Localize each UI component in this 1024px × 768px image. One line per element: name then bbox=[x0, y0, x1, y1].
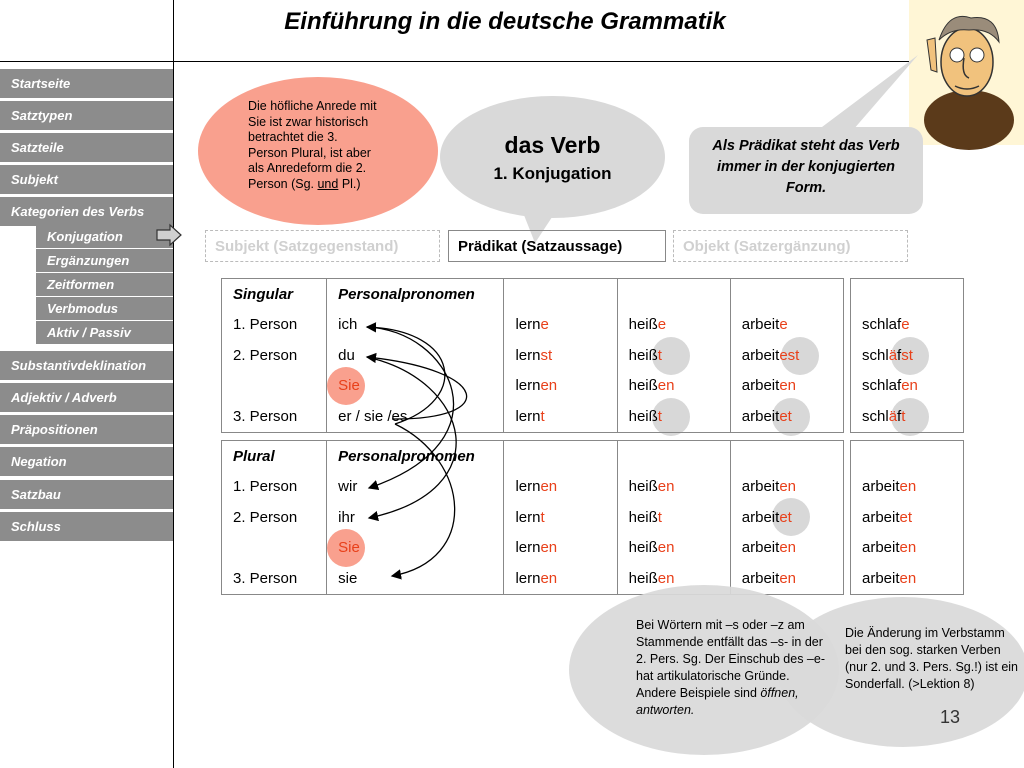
verb-ending: et bbox=[899, 508, 913, 526]
verb-stem: heiß bbox=[628, 377, 658, 395]
verb-stem: heiß bbox=[628, 316, 658, 334]
verb-ending: en bbox=[899, 478, 917, 496]
sidebar-item-substantivdeklination[interactable]: Substantivdeklination bbox=[0, 351, 173, 380]
verb-ending: en bbox=[540, 569, 558, 587]
verb-stem: heiß bbox=[628, 346, 658, 364]
verb-ending: t bbox=[540, 407, 545, 425]
person-cell: 1. Person bbox=[222, 472, 327, 503]
pronoun-cell: du bbox=[327, 340, 504, 371]
verb-stem: arbeit bbox=[741, 316, 780, 334]
verb-ending: en bbox=[657, 377, 675, 395]
verb-ending: est bbox=[779, 346, 800, 364]
verb-ending: en bbox=[540, 539, 558, 557]
verb-ending: e bbox=[657, 316, 667, 334]
column-header: Singular bbox=[222, 279, 327, 310]
verb-stem: lern bbox=[515, 539, 541, 557]
verb-stem: schl bbox=[862, 407, 889, 425]
verb-ending: et bbox=[779, 508, 792, 526]
person-cell: 3. Person bbox=[222, 563, 327, 594]
verb-ending: en bbox=[779, 569, 796, 587]
verb-ending: e bbox=[540, 316, 549, 334]
verb-ending: st bbox=[540, 346, 553, 364]
verb-ending: e bbox=[901, 316, 910, 334]
verb-stem: arbeit bbox=[741, 539, 780, 557]
person-cell: 1. Person bbox=[222, 310, 327, 341]
verb-ending: en bbox=[779, 377, 796, 395]
verb-ending: en bbox=[540, 377, 558, 395]
verb-ending: en bbox=[779, 539, 796, 557]
verb-stem: heiß bbox=[628, 478, 658, 496]
person-cell: 3. Person bbox=[222, 401, 327, 432]
sidebar-item-satztypen[interactable]: Satztypen bbox=[0, 101, 173, 130]
verb-stem: arbeit bbox=[741, 569, 780, 587]
sidebar-item-negation[interactable]: Negation bbox=[0, 447, 173, 476]
verb-stem: arbeit bbox=[862, 569, 900, 587]
pronoun-cell: wir bbox=[327, 472, 504, 503]
verb-ending: et bbox=[779, 407, 792, 425]
verb-ending: en bbox=[779, 478, 796, 496]
verb-stem: arbeit bbox=[741, 377, 780, 395]
verb-ending: st bbox=[901, 346, 913, 364]
sidebar-item-adjektiv-adverb[interactable]: Adjektiv / Adverb bbox=[0, 383, 173, 412]
verb-stem: arbeit bbox=[741, 478, 780, 496]
page-number: 13 bbox=[940, 707, 961, 727]
verb-ending: ä bbox=[888, 346, 898, 364]
role-object-box: Objekt (Satzergänzung) bbox=[673, 230, 908, 262]
sidebar-subitem-zeitformen[interactable]: Zeitformen bbox=[36, 273, 173, 296]
verb-title: das Verb bbox=[504, 132, 601, 158]
sidebar-item-kategorien-des-verbs[interactable]: Kategorien des Verbs bbox=[0, 197, 173, 226]
verb-stem: arbeit bbox=[862, 508, 900, 526]
verb-stem: lern bbox=[515, 569, 541, 587]
page-title: Einführung in die deutsche Grammatik bbox=[284, 8, 726, 35]
verb-ending: e bbox=[779, 316, 788, 334]
sidebar-item-subjekt[interactable]: Subjekt bbox=[0, 165, 173, 194]
role-predicate-box: Prädikat (Satzaussage) bbox=[448, 230, 666, 262]
sidebar-item-schluss[interactable]: Schluss bbox=[0, 512, 173, 541]
sidebar-subitem-ergaenzungen[interactable]: Ergänzungen bbox=[36, 249, 173, 272]
verb-stem: f bbox=[897, 346, 902, 364]
verb-ending: en bbox=[899, 569, 917, 587]
person-cell: 2. Person bbox=[222, 502, 327, 533]
note-right-text: Die Änderung im Verbstamm bei den sog. starken Verben (nur 2. und 3. Pers. Sg.!) ist ein Sonderfall. (>Lektion 8) bbox=[845, 626, 1018, 691]
verb-stem: arbeit bbox=[741, 508, 780, 526]
column-header: Personalpronomen bbox=[327, 279, 504, 310]
verb-ending: en bbox=[899, 539, 917, 557]
sidebar-item-satzteile[interactable]: Satzteile bbox=[0, 133, 173, 162]
predicate-note-text: Als Prädikat steht das Verb immer in der konjugierten Form. bbox=[712, 138, 900, 196]
verb-stem: heiß bbox=[628, 508, 658, 526]
sidebar-subitem-aktiv-passiv[interactable]: Aktiv / Passiv bbox=[36, 321, 173, 344]
verb-ending: t bbox=[657, 407, 662, 425]
sidebar-item-praepositionen[interactable]: Präpositionen bbox=[0, 415, 173, 444]
sidebar-subitem-konjugation[interactable]: Konjugation bbox=[36, 225, 173, 248]
verb-stem: lern bbox=[515, 478, 541, 496]
verb-stem: lern bbox=[515, 316, 541, 334]
verb-subtitle: 1. Konjugation bbox=[493, 164, 612, 183]
verb-stem: arbeit bbox=[741, 346, 780, 364]
verb-stem: schlaf bbox=[862, 377, 902, 395]
verb-stem: lern bbox=[515, 508, 541, 526]
column-header: Plural bbox=[222, 441, 327, 472]
column-header: Personalpronomen bbox=[327, 441, 504, 472]
pronoun-cell: ihr bbox=[327, 502, 504, 533]
verb-stem: lern bbox=[515, 407, 541, 425]
verb-ending: en bbox=[540, 478, 558, 496]
sidebar-item-satzbau[interactable]: Satzbau bbox=[0, 480, 173, 509]
verb-stem: heiß bbox=[628, 539, 658, 557]
pronoun-cell: Sie bbox=[327, 371, 504, 402]
verb-ending: en bbox=[657, 539, 675, 557]
pronoun-cell: sie bbox=[327, 563, 504, 594]
verb-stem: lern bbox=[515, 377, 541, 395]
role-subject-box: Subjekt (Satzgegenstand) bbox=[205, 230, 440, 262]
pronoun-cell: er / sie /es bbox=[327, 401, 504, 432]
verb-ending: t bbox=[901, 407, 906, 425]
verb-ending: en bbox=[657, 569, 675, 587]
verb-ending: en bbox=[657, 478, 675, 496]
verb-ending: t bbox=[657, 346, 662, 364]
verb-ending: t bbox=[540, 508, 545, 526]
pronoun-cell: ich bbox=[327, 310, 504, 341]
person-cell: 2. Person bbox=[222, 340, 327, 371]
verb-stem: schlaf bbox=[862, 316, 902, 334]
verb-stem: lern bbox=[515, 346, 541, 364]
verb-ending: ä bbox=[888, 407, 898, 425]
pronoun-cell: Sie bbox=[327, 533, 504, 564]
verb-stem: heiß bbox=[628, 569, 658, 587]
verb-stem: schl bbox=[862, 346, 889, 364]
verb-stem: arbeit bbox=[862, 539, 900, 557]
verb-stem: arbeit bbox=[862, 478, 900, 496]
sidebar-item-startseite[interactable]: Startseite bbox=[0, 69, 173, 98]
verb-stem: arbeit bbox=[741, 407, 780, 425]
note-left-text: Bei Wörtern mit –s oder –z am Stammende entfällt das –s- in der 2. Pers. Sg. Der Einschub des –e- hat artikulatorische Gründe. Andere Beispiele sind öffnen, antworten. bbox=[636, 618, 825, 717]
verb-stem: f bbox=[897, 407, 902, 425]
verb-ending: t bbox=[657, 508, 662, 526]
sidebar-subitem-verbmodus[interactable]: Verbmodus bbox=[36, 297, 173, 320]
politeness-note-text: Die höfliche Anrede mit Sie ist zwar historisch betrachtet die 3. Person Plural, ist aber als Anredeform die 2. Person (Sg. und Pl.) bbox=[248, 99, 377, 191]
verb-ending: en bbox=[901, 377, 918, 395]
verb-stem: heiß bbox=[628, 407, 658, 425]
